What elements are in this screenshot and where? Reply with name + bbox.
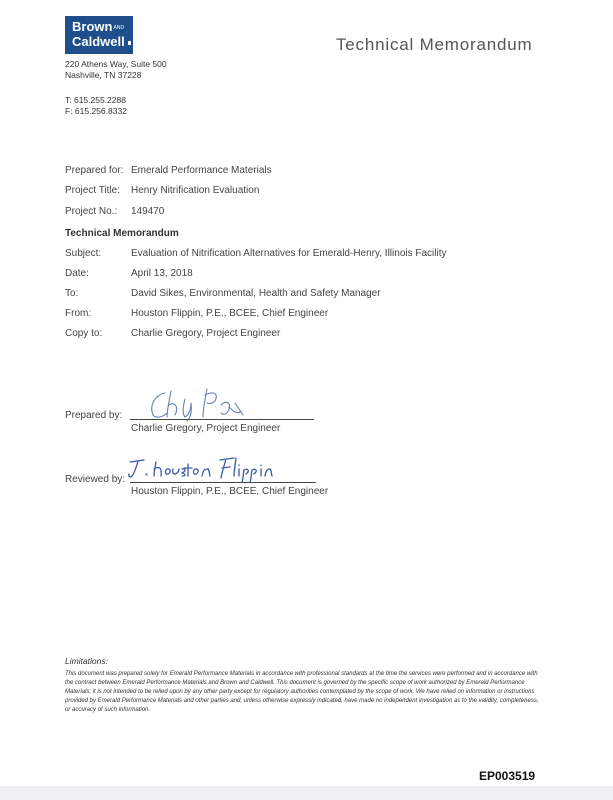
- subject-label: Subject:: [65, 248, 102, 259]
- fax-number: F: 615.256.8332: [65, 106, 127, 116]
- limitations-text: This document was prepared solely for Emerald Performance Materials in accordance with professional standards at the time the services were performed and in accordance with the contract between Emerald Performance Materials and Brown and Caldwell. This document is governed by the specific scope of work authorized by Emerald Performance Materials; it is not intended to be relied upon by any other party except for regulatory authorities contemplated by the scope of work. We have relied on information or instructions provided by Emerald Performance Materials and other parties and, unless otherwise expressly indicated, have made no independent investigation as to the validity, completeness, or accuracy of such information.: [65, 671, 539, 713]
- phone-number: T: 615.255.2288: [65, 95, 126, 105]
- prepared-by-line: [130, 419, 314, 420]
- project-title-value: Henry Nitrification Evaluation: [131, 185, 260, 196]
- bates-number: EP003519: [479, 769, 536, 783]
- copy-to-value: Charlie Gregory, Project Engineer: [131, 328, 281, 339]
- brown-and-caldwell-logo: [65, 16, 133, 54]
- from-label: From:: [65, 308, 92, 319]
- copy-to-label: Copy to:: [65, 328, 103, 339]
- reviewed-by-signature: [126, 454, 276, 484]
- memo-heading: Technical Memorandum: [65, 228, 179, 239]
- logo-and: AND: [113, 24, 125, 31]
- project-number-label: Project No.:: [65, 206, 118, 217]
- prepared-by-label: Prepared by:: [65, 410, 123, 421]
- limitations-title: Limitations:: [65, 656, 108, 666]
- prepared-by-name: Charlie Gregory, Project Engineer: [131, 423, 281, 434]
- project-number-value: 149470: [131, 206, 165, 217]
- reviewed-by-label: Reviewed by:: [65, 474, 126, 485]
- contact-block: [65, 95, 127, 117]
- from-value: Houston Flippin, P.E., BCEE, Chief Engineer: [131, 308, 329, 319]
- document-type-title: Technical Memorandum: [336, 35, 533, 54]
- scan-edge: [0, 786, 613, 800]
- logo-line2: Caldwell: [72, 33, 125, 49]
- prepared-by-signature: [145, 385, 255, 423]
- date-value: April 13, 2018: [131, 268, 193, 279]
- reviewed-by-name: Houston Flippin, P.E., BCEE, Chief Engineer: [131, 486, 329, 497]
- date-label: Date:: [65, 268, 89, 279]
- subject-value: Evaluation of Nitrification Alternatives for Emerald-Henry, Illinois Facility: [131, 248, 447, 259]
- address-city: Nashville, TN 37228: [65, 70, 142, 80]
- address-street: 220 Athens Way, Suite 500: [65, 59, 167, 69]
- to-value: David Sikes, Environmental, Health and Safety Manager: [131, 288, 381, 299]
- reviewed-by-line: [130, 482, 316, 483]
- logo-mark: [128, 41, 131, 45]
- project-title-label: Project Title:: [65, 185, 121, 196]
- logo-line1: Brown: [72, 19, 113, 34]
- prepared-for-value: Emerald Performance Materials: [131, 165, 272, 176]
- prepared-for-label: Prepared for:: [65, 165, 124, 176]
- to-label: To:: [65, 288, 79, 299]
- address-block: [65, 59, 167, 81]
